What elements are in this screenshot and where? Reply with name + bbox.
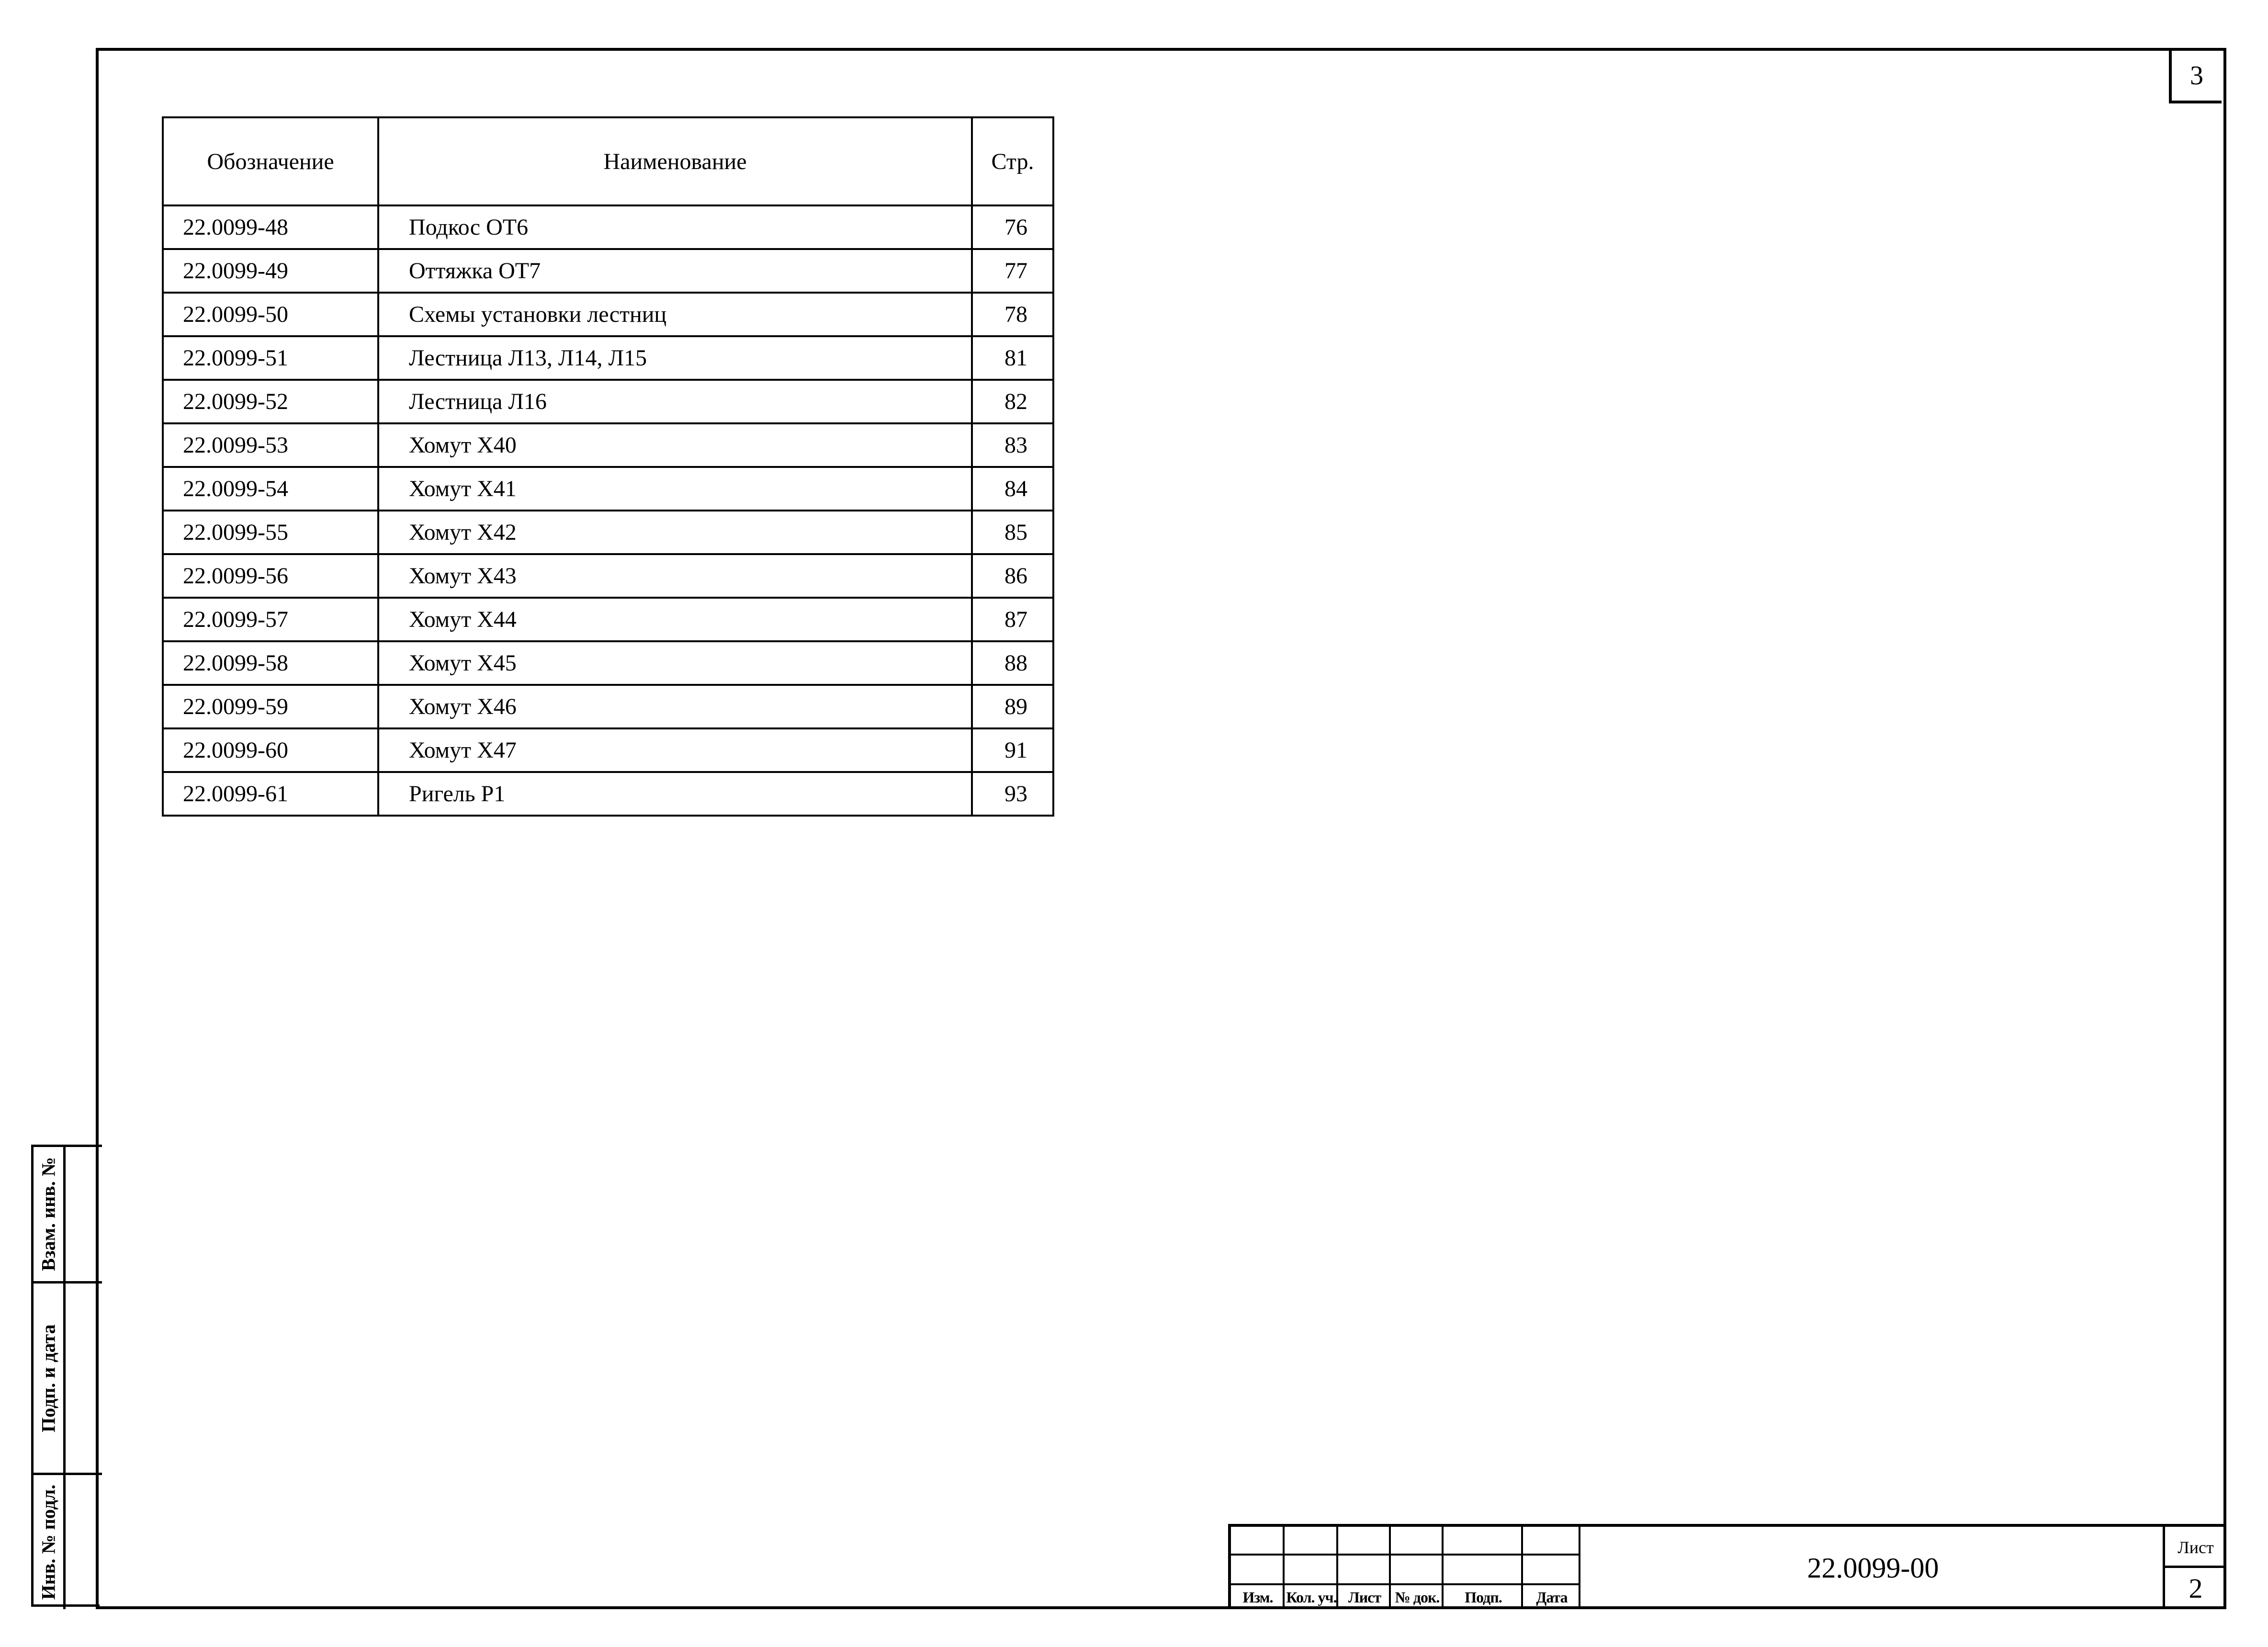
row-code: 22.0099-49: [163, 249, 378, 293]
header-page: Стр.: [972, 117, 1053, 205]
tb-header-kol-uch: Кол. уч.: [1286, 1589, 1337, 1606]
row-code: 22.0099-58: [163, 641, 378, 685]
tb-header-data: Дата: [1536, 1589, 1568, 1606]
table-row: [163, 554, 1053, 598]
row-page: 82: [972, 380, 1053, 423]
side-label-vzam-inv: Взам. инв. №: [37, 1157, 59, 1271]
row-code: 22.0099-61: [163, 772, 378, 816]
sheet-label: Лист: [2165, 1527, 2226, 1568]
row-name: Хомут Х47: [378, 728, 972, 772]
tb-header-podp: Подп.: [1465, 1589, 1502, 1606]
header-code: Обозначение: [163, 117, 378, 205]
row-name: Схемы установки лестниц: [378, 293, 972, 336]
row-name: Хомут Х44: [378, 598, 972, 641]
row-name: Хомут Х42: [378, 511, 972, 554]
row-page: 81: [972, 336, 1053, 380]
tb-header-izm: Изм.: [1242, 1589, 1273, 1606]
sheet-number: 2: [2189, 1573, 2203, 1604]
document-code: 22.0099-00: [1583, 1527, 2165, 1609]
table-row: [163, 423, 1053, 467]
row-code: 22.0099-59: [163, 685, 378, 728]
row-code: 22.0099-57: [163, 598, 378, 641]
table-row: [163, 598, 1053, 641]
tb-header-no-dok: № док.: [1395, 1589, 1440, 1606]
row-name: Хомут Х40: [378, 423, 972, 467]
row-code: 22.0099-60: [163, 728, 378, 772]
row-name: Подкос ОТ6: [378, 205, 972, 249]
tb-header-list: Лист: [1348, 1589, 1381, 1606]
table-row: [163, 205, 1053, 249]
table-row: [163, 641, 1053, 685]
row-name: Хомут Х45: [378, 641, 972, 685]
row-name: Хомут Х46: [378, 685, 972, 728]
row-name: Ригель Р1: [378, 772, 972, 816]
row-page: 89: [972, 685, 1053, 728]
row-code: 22.0099-50: [163, 293, 378, 336]
row-page: 84: [972, 467, 1053, 511]
row-page: 86: [972, 554, 1053, 598]
row-name: Хомут Х43: [378, 554, 972, 598]
side-cell-vzam-inv: [34, 1145, 102, 1281]
header-name: Наименование: [378, 117, 972, 205]
row-code: 22.0099-53: [163, 423, 378, 467]
table-row: [163, 467, 1053, 511]
side-label-podp-data: Подп. и дата: [37, 1324, 59, 1432]
row-name: Хомут Х41: [378, 467, 972, 511]
sheet-box: [2165, 1527, 2226, 1609]
row-page: 87: [972, 598, 1053, 641]
row-page: 78: [972, 293, 1053, 336]
row-code: 22.0099-52: [163, 380, 378, 423]
table-row: [163, 728, 1053, 772]
row-code: 22.0099-51: [163, 336, 378, 380]
row-page: 85: [972, 511, 1053, 554]
revision-grid: [1231, 1527, 1580, 1609]
side-cell-podp-data: [34, 1281, 102, 1473]
side-label-inv-podl: Инв. № подл.: [37, 1484, 59, 1600]
table-row: [163, 293, 1053, 336]
row-name: Лестница Л13, Л14, Л15: [378, 336, 972, 380]
side-stamp-strip: [31, 1145, 100, 1607]
row-page: 83: [972, 423, 1053, 467]
table-header-row: [163, 117, 1053, 205]
side-cell-inv-podl: [34, 1473, 102, 1609]
table-row: [163, 380, 1053, 423]
row-page: 93: [972, 772, 1053, 816]
row-name: Оттяжка ОТ7: [378, 249, 972, 293]
table-row: [163, 685, 1053, 728]
table-row: [163, 772, 1053, 816]
row-name: Лестница Л16: [378, 380, 972, 423]
row-page: 88: [972, 641, 1053, 685]
row-code: 22.0099-48: [163, 205, 378, 249]
title-block: [1228, 1524, 2226, 1609]
table-row: [163, 511, 1053, 554]
row-page: 91: [972, 728, 1053, 772]
row-code: 22.0099-56: [163, 554, 378, 598]
row-code: 22.0099-54: [163, 467, 378, 511]
corner-page-number: 3: [2169, 51, 2222, 103]
table-row: [163, 336, 1053, 380]
row-page: 76: [972, 205, 1053, 249]
contents-table: [162, 116, 1054, 817]
table-row: [163, 249, 1053, 293]
row-code: 22.0099-55: [163, 511, 378, 554]
row-page: 77: [972, 249, 1053, 293]
